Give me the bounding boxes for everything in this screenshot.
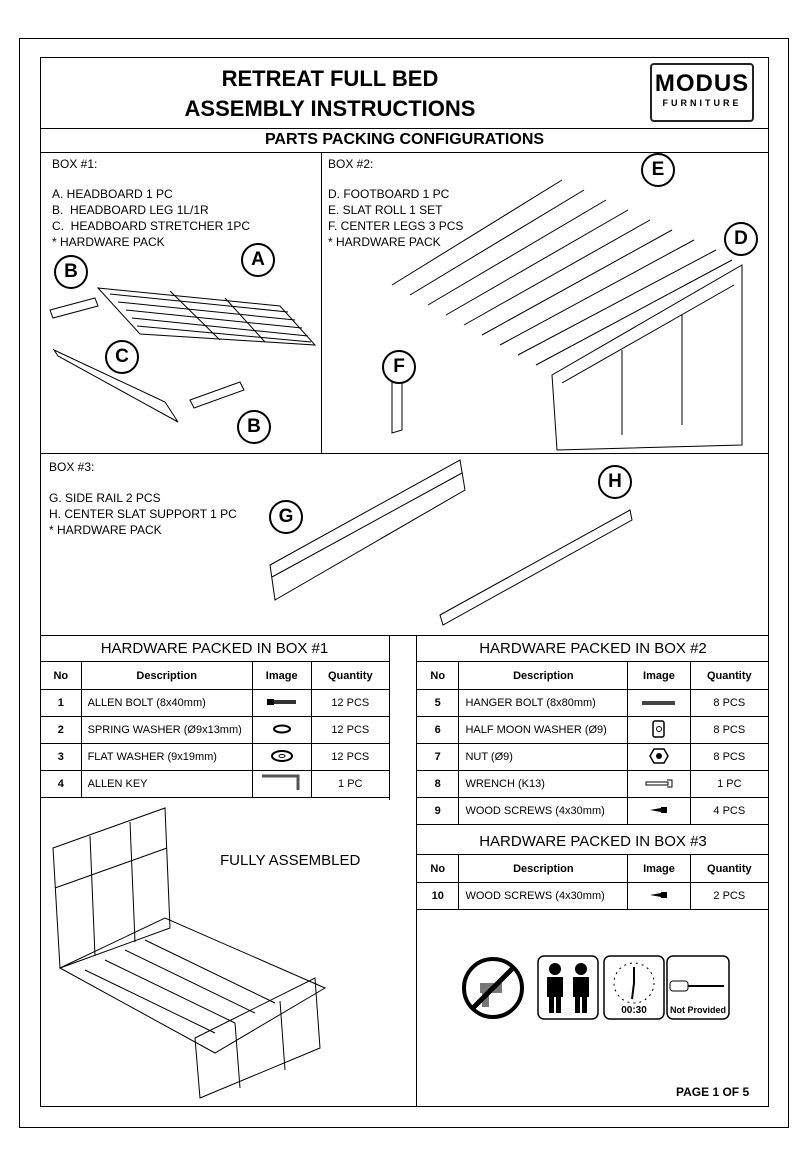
- logo-main: MODUS: [654, 70, 750, 97]
- box3-item: H. CENTER SLAT SUPPORT 1 PC: [49, 507, 237, 521]
- row-desc: HALF MOON WASHER (Ø9): [459, 717, 628, 744]
- col-qty: Quantity: [690, 855, 768, 883]
- part-f-label: F: [382, 350, 416, 384]
- hw3-title: HARDWARE PACKED IN BOX #3: [479, 833, 707, 850]
- logo-sub: FURNITURE: [662, 98, 742, 108]
- table-row: [417, 771, 769, 798]
- row-no: 10: [417, 883, 459, 910]
- part-c-label: C: [105, 340, 139, 374]
- row-qty: 12 PCS: [311, 690, 389, 717]
- row-no: 9: [417, 798, 459, 825]
- spring-washer-icon: [252, 717, 311, 744]
- row-desc: WOOD SCREWS (4x30mm): [459, 883, 628, 910]
- table-row: [417, 798, 769, 825]
- row-qty: 1 PC: [311, 771, 389, 798]
- box2-item: E. SLAT ROLL 1 SET: [328, 203, 443, 217]
- assembled-bed-drawing: [45, 808, 345, 1103]
- hw2-table: [416, 661, 769, 825]
- row-no: 2: [41, 717, 82, 744]
- table-row: [417, 744, 769, 771]
- col-desc: Description: [459, 662, 628, 690]
- part-b-label: B: [237, 410, 271, 444]
- title-line1: RETREAT FULL BED: [221, 66, 439, 91]
- row-qty: 12 PCS: [311, 744, 389, 771]
- col-image: Image: [252, 662, 311, 690]
- box1-item: A. HEADBOARD 1 PC: [52, 187, 173, 201]
- row-desc: NUT (Ø9): [459, 744, 628, 771]
- part-h-label: H: [598, 465, 632, 499]
- table-row: [41, 717, 390, 744]
- box1-item: C. HEADBOARD STRETCHER 1PC: [52, 219, 251, 233]
- hanger-bolt-icon: [628, 690, 690, 717]
- table-row: [417, 717, 769, 744]
- wood-screw-icon: [628, 883, 690, 910]
- box1-item: B. HEADBOARD LEG 1L/1R: [52, 203, 209, 217]
- assembled-label: FULLY ASSEMBLED: [220, 852, 361, 869]
- row-no: 7: [417, 744, 459, 771]
- box3-item: G. SIDE RAIL 2 PCS: [49, 491, 161, 505]
- box1-heading: BOX #1:: [52, 157, 98, 171]
- wrench-icon: [628, 771, 690, 798]
- divider: [40, 128, 769, 129]
- row-desc: WOOD SCREWS (4x30mm): [459, 798, 628, 825]
- table-row: [41, 690, 390, 717]
- row-desc: ALLEN KEY: [81, 771, 252, 798]
- row-qty: 1 PC: [690, 771, 768, 798]
- row-no: 5: [417, 690, 459, 717]
- part-b-label: B: [54, 255, 88, 289]
- allen-key-icon: [252, 771, 311, 798]
- box3-item: * HARDWARE PACK: [49, 523, 162, 537]
- part-g-label: G: [269, 500, 303, 534]
- side-rail-drawing: [260, 455, 640, 630]
- not-provided-label: Not Provided: [669, 1005, 726, 1015]
- col-no: No: [417, 662, 459, 690]
- title-line2: ASSEMBLY INSTRUCTIONS: [184, 96, 476, 121]
- col-qty: Quantity: [690, 662, 768, 690]
- no-power-tools-icon: [460, 955, 526, 1021]
- box2-item: F. CENTER LEGS 3 PCS: [328, 219, 464, 233]
- row-desc: ALLEN BOLT (8x40mm): [81, 690, 252, 717]
- row-desc: SPRING WASHER (Ø9x13mm): [81, 717, 252, 744]
- row-no: 4: [41, 771, 82, 798]
- allen-bolt-icon: [252, 690, 311, 717]
- part-a-label: A: [241, 243, 275, 277]
- row-no: 3: [41, 744, 82, 771]
- timer-label: 00:30: [621, 1005, 647, 1016]
- section-title: PARTS PACKING CONFIGURATIONS: [264, 131, 545, 148]
- table-row: [417, 690, 769, 717]
- col-desc: Description: [81, 662, 252, 690]
- divider: [40, 453, 769, 454]
- timer-icon: [603, 955, 665, 1020]
- box3-heading: BOX #3:: [49, 460, 95, 474]
- wood-screw-icon: [628, 798, 690, 825]
- flat-washer-icon: [252, 744, 311, 771]
- row-desc: WRENCH (K13): [459, 771, 628, 798]
- col-qty: Quantity: [311, 662, 389, 690]
- divider: [40, 635, 769, 636]
- two-person-icon: [537, 955, 599, 1020]
- row-no: 8: [417, 771, 459, 798]
- hw2-title: HARDWARE PACKED IN BOX #2: [479, 640, 707, 657]
- row-qty: 12 PCS: [311, 717, 389, 744]
- page-number: PAGE 1 OF 5: [676, 1085, 750, 1099]
- row-qty: 8 PCS: [690, 744, 768, 771]
- col-image: Image: [628, 662, 690, 690]
- hw1-table: [40, 661, 390, 798]
- screwdriver-not-provided-icon: [666, 955, 730, 1020]
- nut-icon: [628, 744, 690, 771]
- part-d-label: D: [724, 222, 758, 256]
- col-no: No: [41, 662, 82, 690]
- row-qty: 8 PCS: [690, 717, 768, 744]
- row-qty: 2 PCS: [690, 883, 768, 910]
- hw3-table: [416, 854, 769, 910]
- box2-heading: BOX #2:: [328, 157, 374, 171]
- row-no: 1: [41, 690, 82, 717]
- modus-logo: [650, 63, 754, 122]
- row-no: 6: [417, 717, 459, 744]
- col-no: No: [417, 855, 459, 883]
- row-qty: 8 PCS: [690, 690, 768, 717]
- footboard-slats-drawing: [322, 155, 768, 453]
- box2-item: D. FOOTBOARD 1 PC: [328, 187, 450, 201]
- col-desc: Description: [459, 855, 628, 883]
- half-moon-washer-icon: [628, 717, 690, 744]
- row-desc: FLAT WASHER (9x19mm): [81, 744, 252, 771]
- hw1-title: HARDWARE PACKED IN BOX #1: [100, 640, 329, 657]
- part-e-label: E: [641, 153, 675, 187]
- box2-item: * HARDWARE PACK: [328, 235, 441, 249]
- row-qty: 4 PCS: [690, 798, 768, 825]
- row-desc: HANGER BOLT (8x80mm): [459, 690, 628, 717]
- box1-item: * HARDWARE PACK: [52, 235, 165, 249]
- table-row: [41, 771, 390, 798]
- table-row: [41, 744, 390, 771]
- col-image: Image: [628, 855, 690, 883]
- table-row: [417, 883, 769, 910]
